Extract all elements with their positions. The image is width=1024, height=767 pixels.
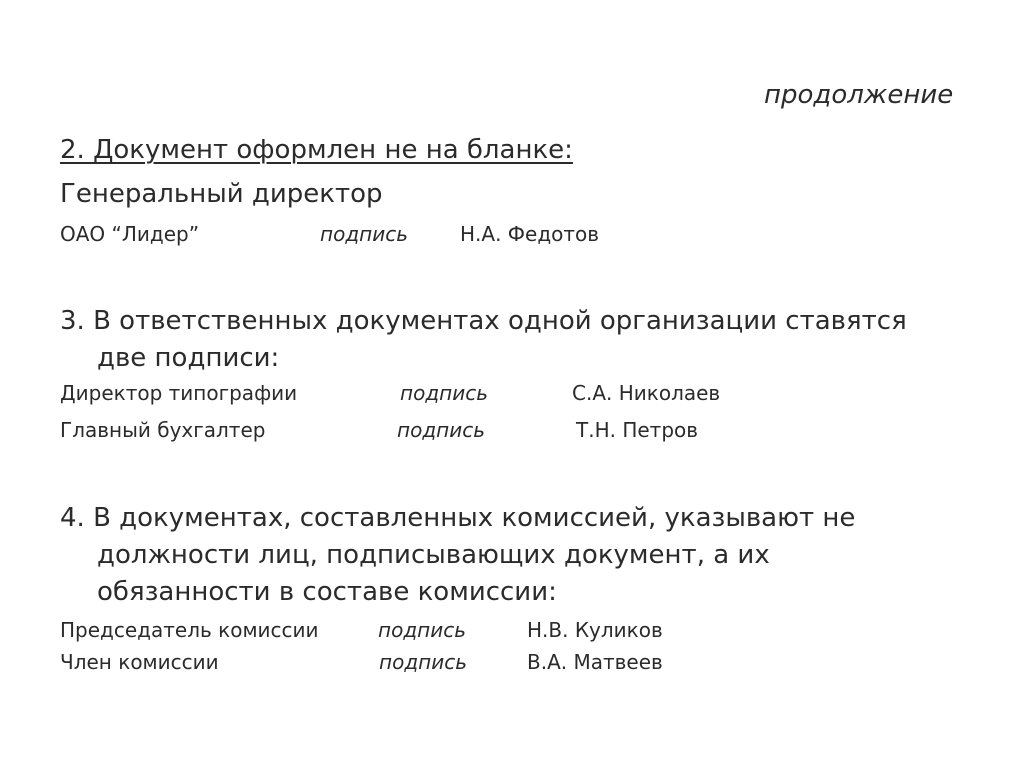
section2-signature: подпись — [320, 222, 408, 246]
section4-row-position: Председатель комиссии — [60, 618, 319, 642]
section3-row-position: Директор типографии — [60, 381, 298, 405]
section4-heading-line3: обязанности в составе комиссии: — [97, 577, 557, 607]
section3-heading-line2: две подписи: — [97, 343, 280, 373]
section3-row-name: С.А. Николаев — [572, 381, 721, 405]
section3-row-signature: подпись — [397, 418, 485, 442]
section3-row-signature: подпись — [400, 381, 488, 405]
section4-heading-line2: должности лиц, подписывающих документ, а их — [97, 540, 770, 570]
section3-row-position: Главный бухгалтер — [60, 418, 266, 442]
section2-name: Н.А. Федотов — [460, 222, 600, 246]
continuation-label: продолжение — [764, 80, 954, 110]
section4-row-name: В.А. Матвеев — [527, 650, 663, 674]
section4-row-signature: подпись — [379, 650, 467, 674]
section2-org: ОАО “Лидер” — [60, 222, 200, 246]
section4-row-name: Н.В. Куликов — [527, 618, 663, 642]
section2-heading: 2. Документ оформлен не на бланке: — [60, 135, 573, 165]
section3-row-name: Т.Н. Петров — [576, 418, 699, 442]
section2-position: Генеральный директор — [60, 179, 383, 209]
section4-row-signature: подпись — [378, 618, 466, 642]
section3-heading-line1: 3. В ответственных документах одной организации ставятся — [60, 306, 907, 336]
section4-row-position: Член комиссии — [60, 650, 219, 674]
section4-heading-line1: 4. В документах, составленных комиссией, указывают не — [60, 503, 856, 533]
